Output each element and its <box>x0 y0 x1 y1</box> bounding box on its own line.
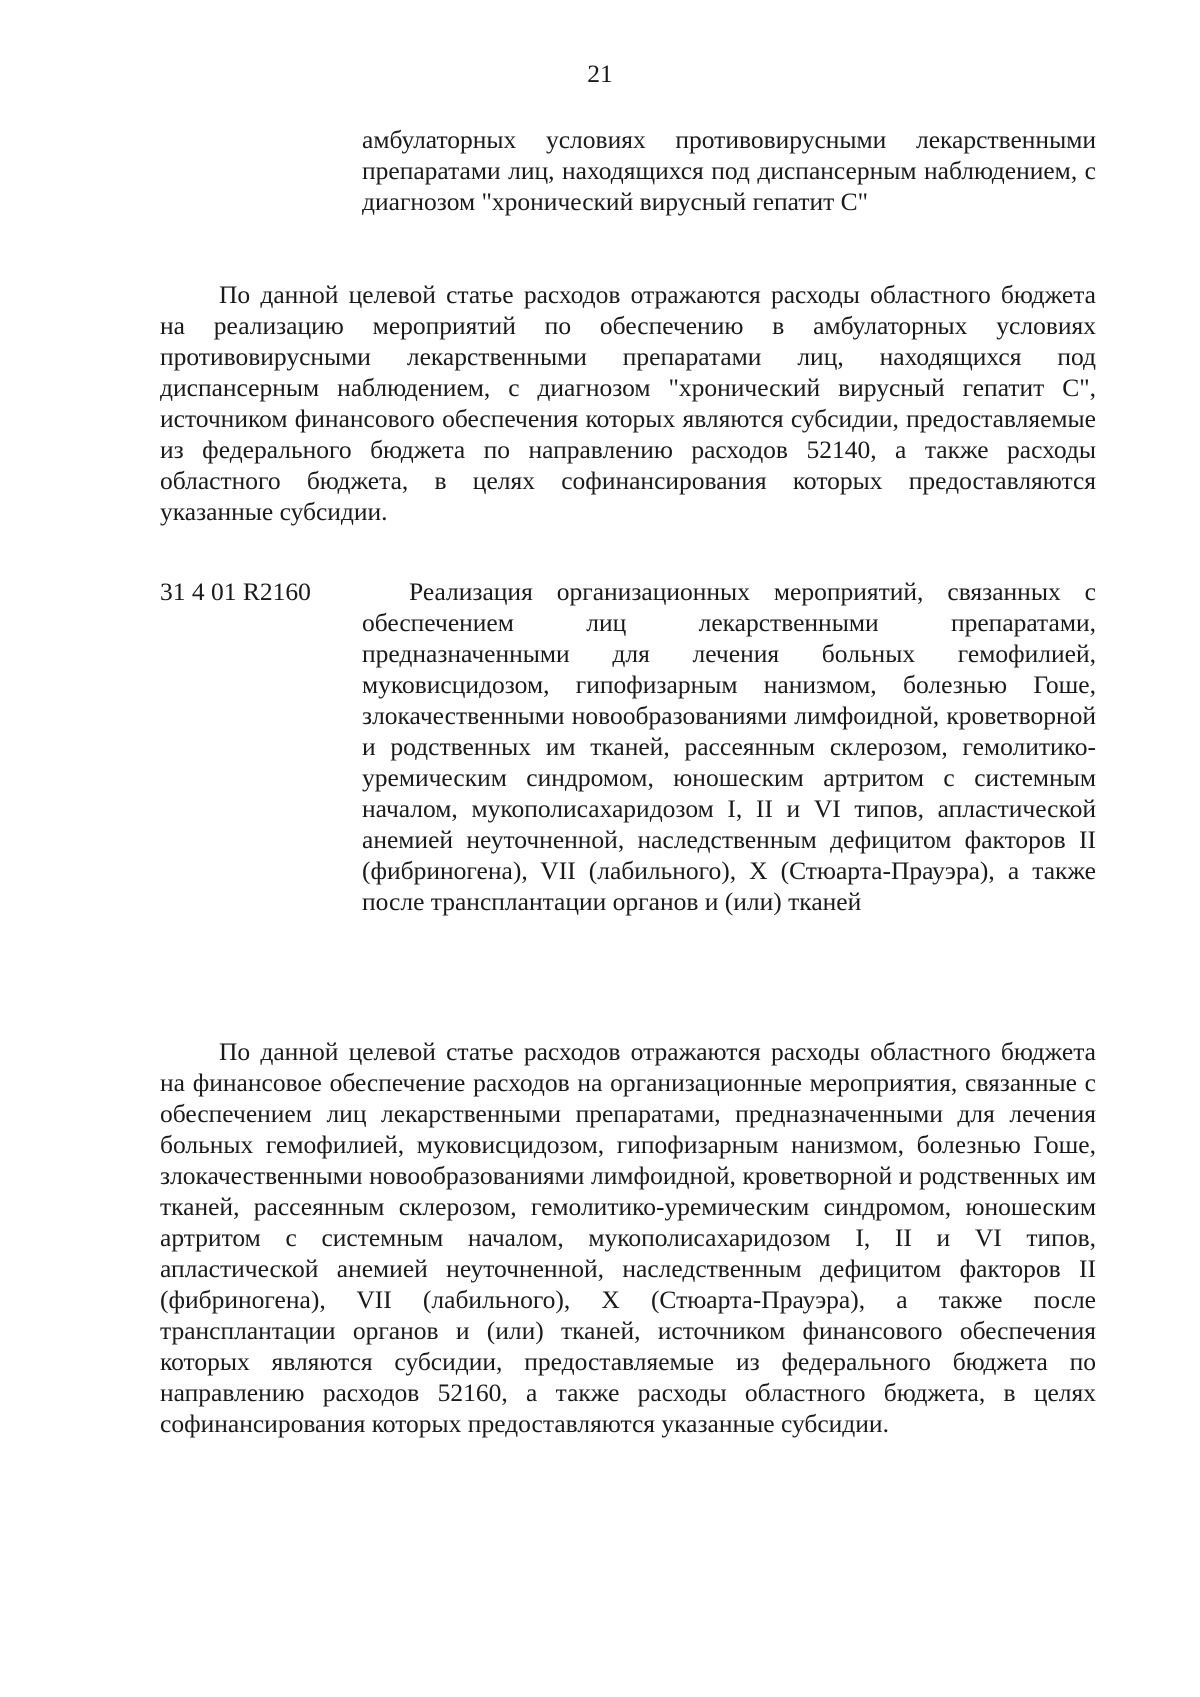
page-number: 21 <box>587 59 613 88</box>
expense-article-code: 31 4 01 R2160 <box>160 577 311 606</box>
description-paragraph-2: По данной целевой статье расходов отражаются расходы областного бюджета на финансовое обеспечение расходов на организационные мероприятия, связанные с обеспечением лиц лекарственными препаратами, предназначенными для лечения больных гемофилией, муковисцидозом, гипофизарным нанизмом, болезнью Гоше, злокачественными новообразованиями лимфоидной, кроветворной и родственных им тканей, рассеянным склерозом, гемолитико-уремическим синдромом, юношеским артритом с системным началом, мукополисахаридозом I, II и VI типов, апластической анемией неуточненной, наследственным дефицитом факторов II (фибриногена), VII (лабильного), X (Стюарта-Прауэра), а также после трансплантации органов и (или) тканей, источником финансового обеспечения которых являются субсидии, предоставляемые из федерального бюджета по направлению расходов 52160, а также расходы областного бюджета, в целях софинансирования которых предоставляются указанные субсидии. <box>160 1037 1096 1438</box>
continued-entry-title: амбулаторных условиях противовирусными лекарственными препаратами лиц, находящихся под диспансерным наблюдением, с диагнозом "хронический вирусный гепатит С" <box>362 125 1096 216</box>
description-paragraph-1: По данной целевой статье расходов отражаются расходы областного бюджета на реализацию мероприятий по обеспечению в амбулаторных условиях противовирусными лекарственными препаратами лиц, находящихся под диспансерным наблюдением, с диагнозом "хронический вирусный гепатит С", источником финансового обеспечения которых являются субсидии, предоставляемые из федерального бюджета по направлению расходов 52140, а также расходы областного бюджета, в целях софинансирования которых предоставляются указанные субсидии. <box>160 280 1096 526</box>
expense-article-title: Реализация организационных мероприятий, связанных с обеспечением лиц лекарственными препаратами, предназначенными для лечения больных гемофилией, муковисцидозом, гипофизарным нанизмом, болезнью Гоше, злокачественными новообразованиями лимфоидной, кроветворной и родственных им тканей, рассеянным склерозом, гемолитико-уремическим синдромом, юношеским артритом с системным началом, мукополисахаридозом I, II и VI типов, апластической анемией неуточненной, наследственным дефицитом факторов II (фибриногена), VII (лабильного), X (Стюарта-Прауэра), а также после трансплантации органов и (или) тканей <box>362 577 1096 916</box>
